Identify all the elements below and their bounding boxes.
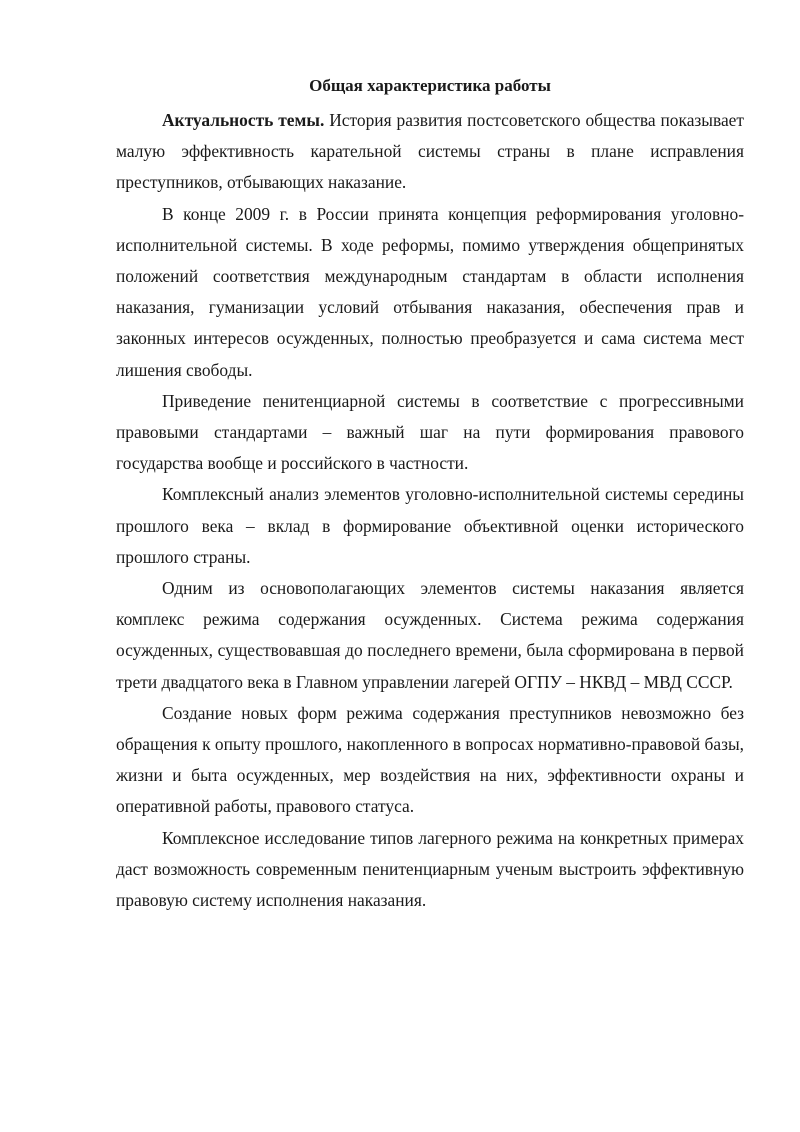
paragraph: Одним из основополагающих элементов системы наказания является комплекс режима содержания осужденных. Система режима содержания осужденных, существовавшая до последнего времени, была сформирована в первой трети двадцатого века в Главном управлении лагерей ОГПУ – НКВД – МВД СССР. bbox=[116, 578, 744, 692]
paragraph-text: История развития постсоветского общества показывает малую эффективность карательной системы страны в плане исправления преступников, отбывающих наказание. bbox=[116, 110, 744, 193]
paragraph-relevance bbox=[116, 105, 744, 199]
paragraph-lead: Актуальность темы. bbox=[162, 110, 325, 130]
paragraph: Комплексный анализ элементов уголовно-исполнительной системы середины прошлого века – вклад в формирование объективной оценки исторического прошлого страны. bbox=[116, 484, 744, 567]
paragraph: Приведение пенитенциарной системы в соответствие с прогрессивными правовыми стандартами – важный шаг на пути формирования правового государства вообще и российского в частности. bbox=[116, 390, 744, 474]
paragraph: Создание новых форм режима содержания преступников невозможно без обращения к опыту прошлого, накопленного в вопросах нормативно-правовой базы, жизни и быта осужденных, мер воздействия на них, эффективности охраны и оперативной работы, правового статуса. bbox=[116, 702, 744, 817]
paragraph: Комплексное исследование типов лагерного режима на конкретных примерах даст возможность современным пенитенциарным ученым выстроить эффективную правовую систему исполнения наказания. bbox=[116, 827, 744, 911]
document-page bbox=[116, 74, 744, 916]
document-title: Общая характеристика работы bbox=[309, 76, 551, 95]
paragraph: В конце 2009 г. в России принята концепция реформирования уголовно-исполнительной системы. В ходе реформы, помимо утверждения общепринятых положений соответствия международным стандартам в области исполнения наказания, гуманизации условий отбывания наказания, обеспечения прав и законных интересов осужденных, полностью преобразуется и сама система мест лишения свободы. bbox=[116, 203, 744, 380]
